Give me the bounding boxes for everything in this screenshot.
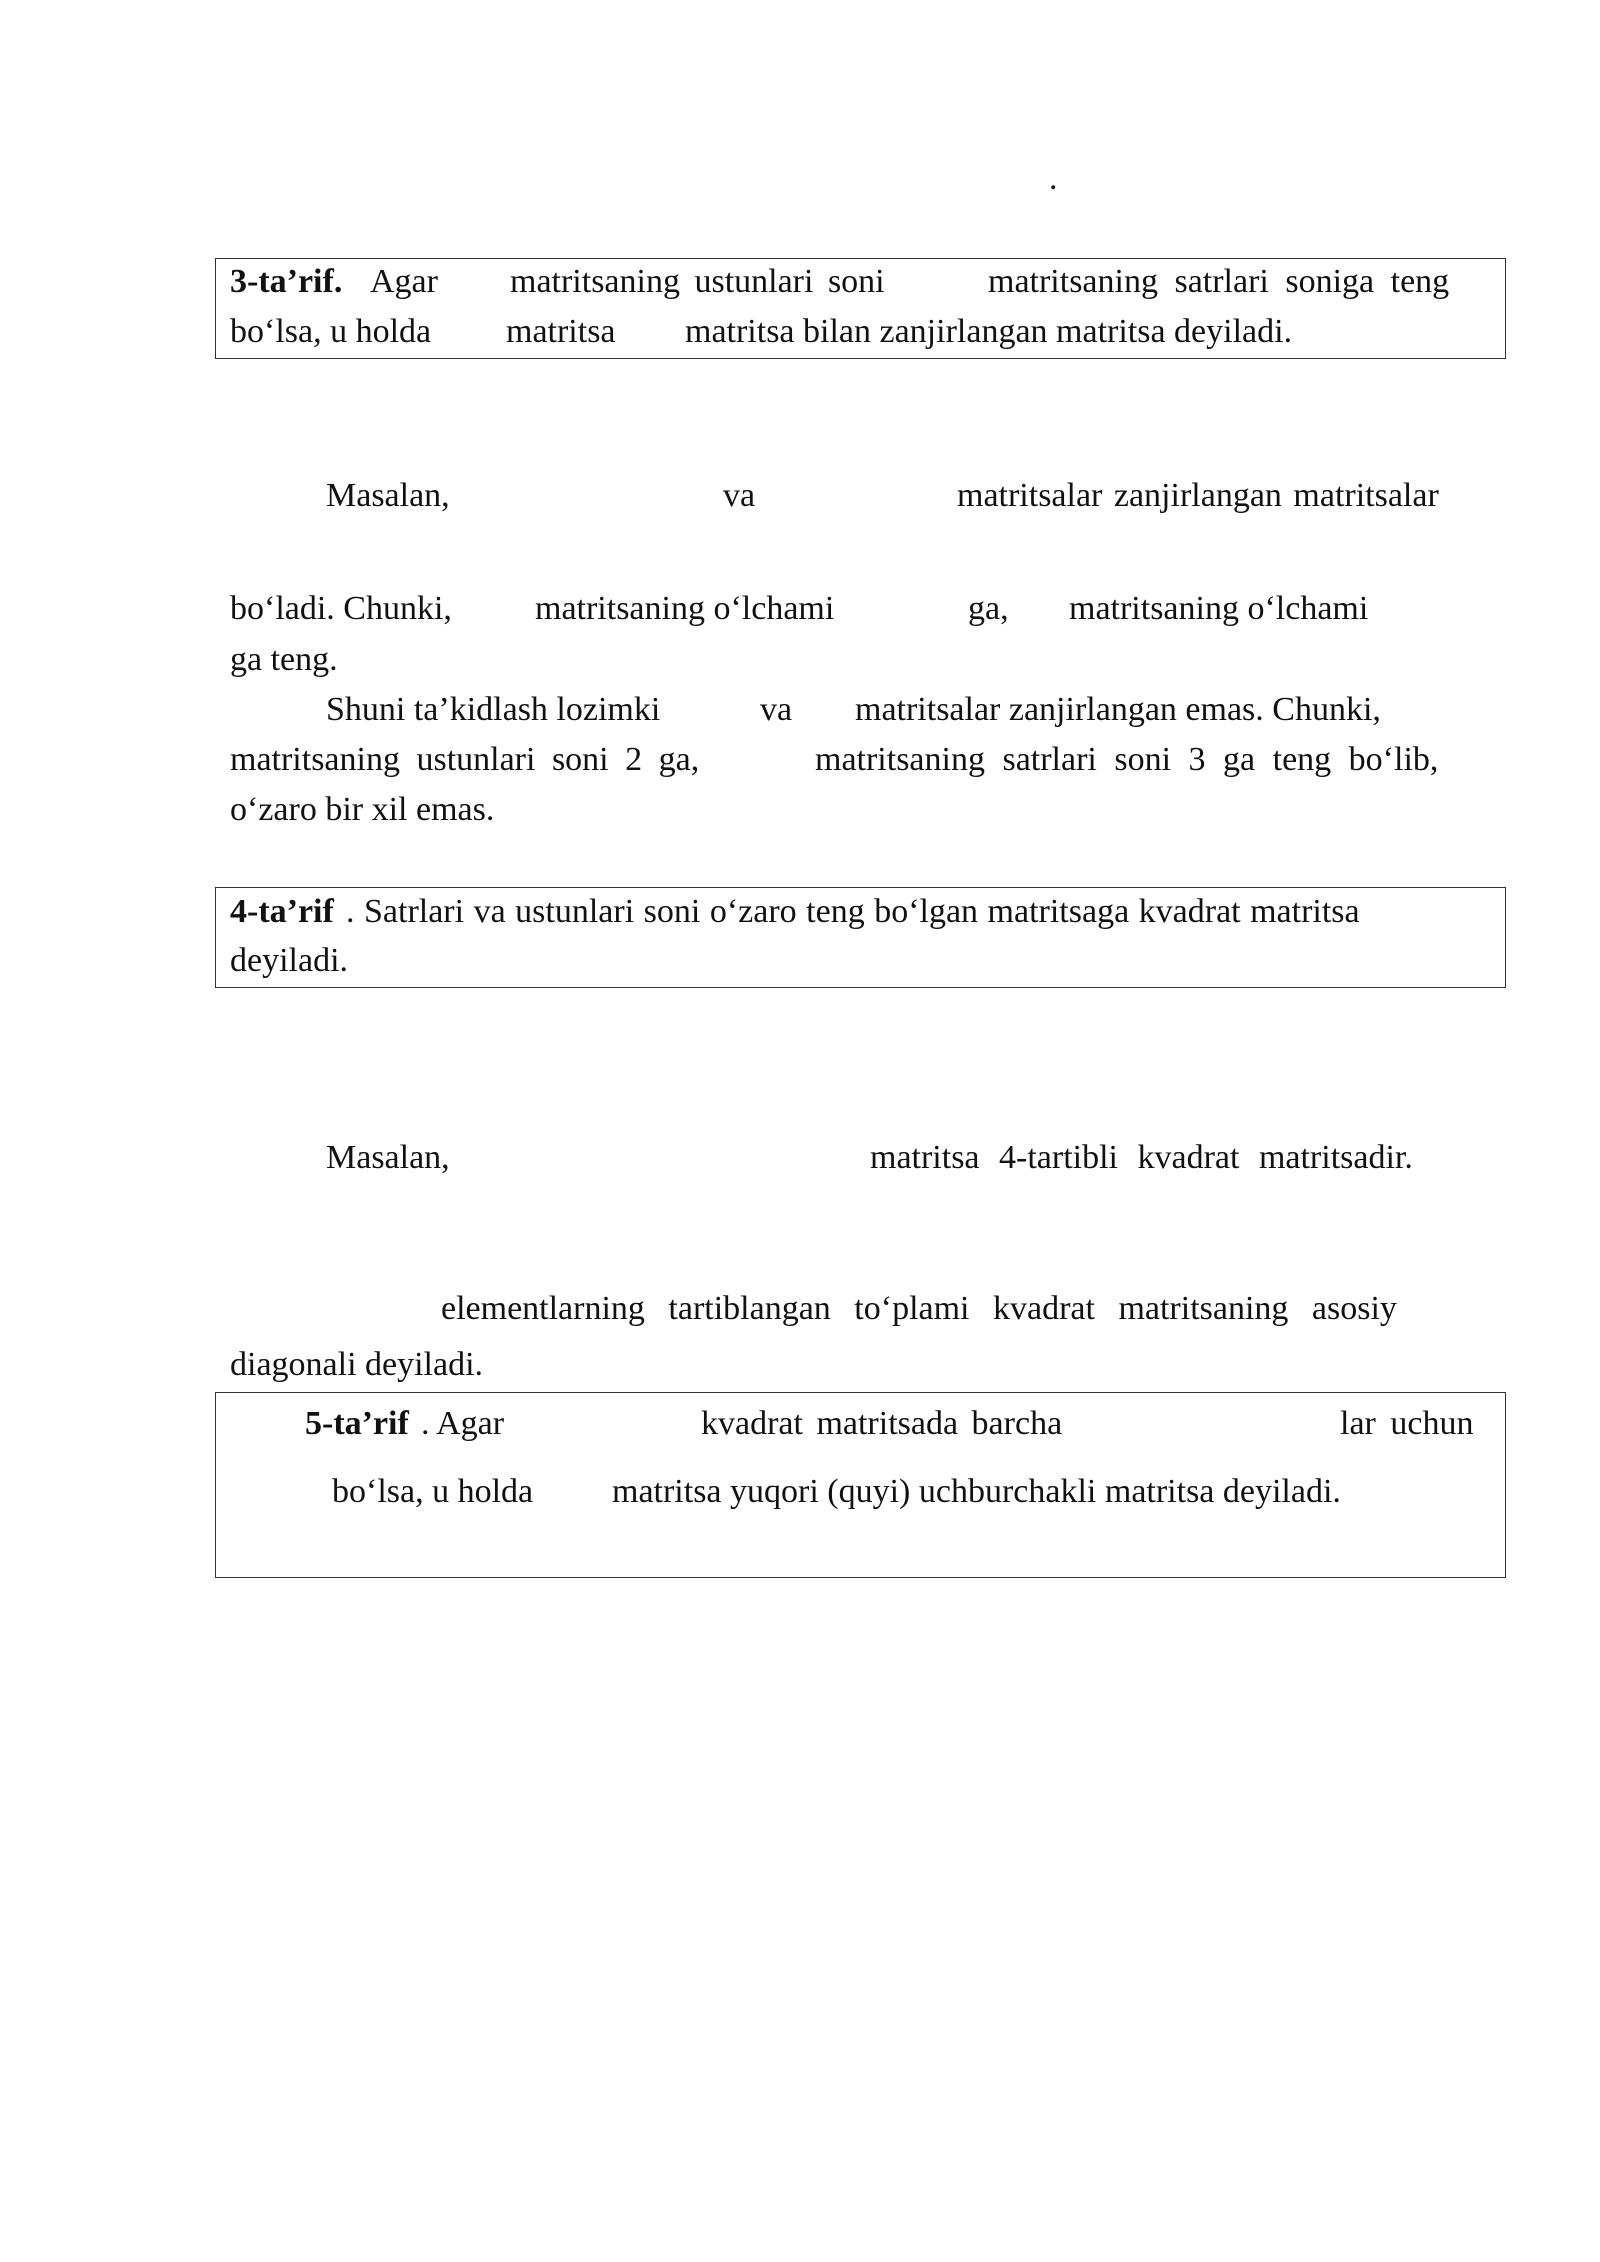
definition-3-text: matritsa bilan zanjirlangan matritsa deyiladi.	[685, 313, 1293, 350]
definition-5-text: . Agar	[421, 1405, 505, 1442]
definition-3-text: matritsaning satrlari soniga teng	[988, 263, 1450, 300]
example-1-text: matritsaning o‘lchami	[535, 590, 835, 627]
definition-3-title: 3-ta’rif.	[230, 263, 343, 300]
example-1-text: ga teng.	[230, 641, 338, 678]
example-1-masalan: Masalan,	[326, 477, 450, 514]
note-text: matritsaning satrlari soni 3 ga teng bo‘lib,	[815, 741, 1439, 778]
note-text: matritsalar zanjirlangan emas. Chunki,	[855, 691, 1381, 728]
definition-4-text: deyiladi.	[230, 942, 349, 979]
note-text: matritsaning ustunlari soni 2 ga,	[230, 741, 700, 778]
example-1-text: matritsalar zanjirlangan matritsalar	[957, 477, 1439, 514]
diagonal-text: diagonali deyiladi.	[230, 1346, 484, 1383]
definition-3-text: bo‘lsa, u holda	[230, 313, 432, 350]
example-1-text: matritsaning o‘lchami	[1069, 590, 1369, 627]
note-text: o‘zaro bir xil emas.	[230, 791, 495, 828]
note-text: va	[760, 691, 793, 728]
top-mark: .	[1049, 160, 1058, 197]
definition-5-title: 5-ta’rif	[305, 1405, 409, 1442]
definition-5-text: lar uchun	[1340, 1405, 1474, 1442]
note-text: Shuni ta’kidlash lozimki	[326, 691, 661, 728]
definition-5-text: kvadrat matritsada barcha	[701, 1405, 1063, 1442]
definition-4-text: . Satrlari va ustunlari soni o‘zaro teng bo‘lgan matritsaga kvadrat matritsa	[346, 893, 1360, 930]
example-2-text: matritsa 4-tartibli kvadrat matritsadir.	[870, 1139, 1413, 1176]
example-1-text: ga,	[968, 590, 1009, 627]
definition-3-text: Agar	[370, 263, 438, 300]
example-1-text: bo‘ladi. Chunki,	[230, 590, 452, 627]
example-1-va: va	[723, 477, 756, 514]
definition-3-text: matritsaning ustunlari soni	[510, 263, 885, 300]
definition-5-text: bo‘lsa, u holda	[332, 1473, 534, 1510]
definition-5-text: matritsa yuqori (quyi) uchburchakli matritsa deyiladi.	[612, 1473, 1341, 1510]
example-2-masalan: Masalan,	[326, 1139, 450, 1176]
definition-4-title: 4-ta’rif	[230, 893, 334, 930]
definition-3-text: matritsa	[506, 313, 616, 350]
diagonal-text: elementlarning tartiblangan to‘plami kvadrat matritsaning asosiy	[441, 1290, 1397, 1327]
